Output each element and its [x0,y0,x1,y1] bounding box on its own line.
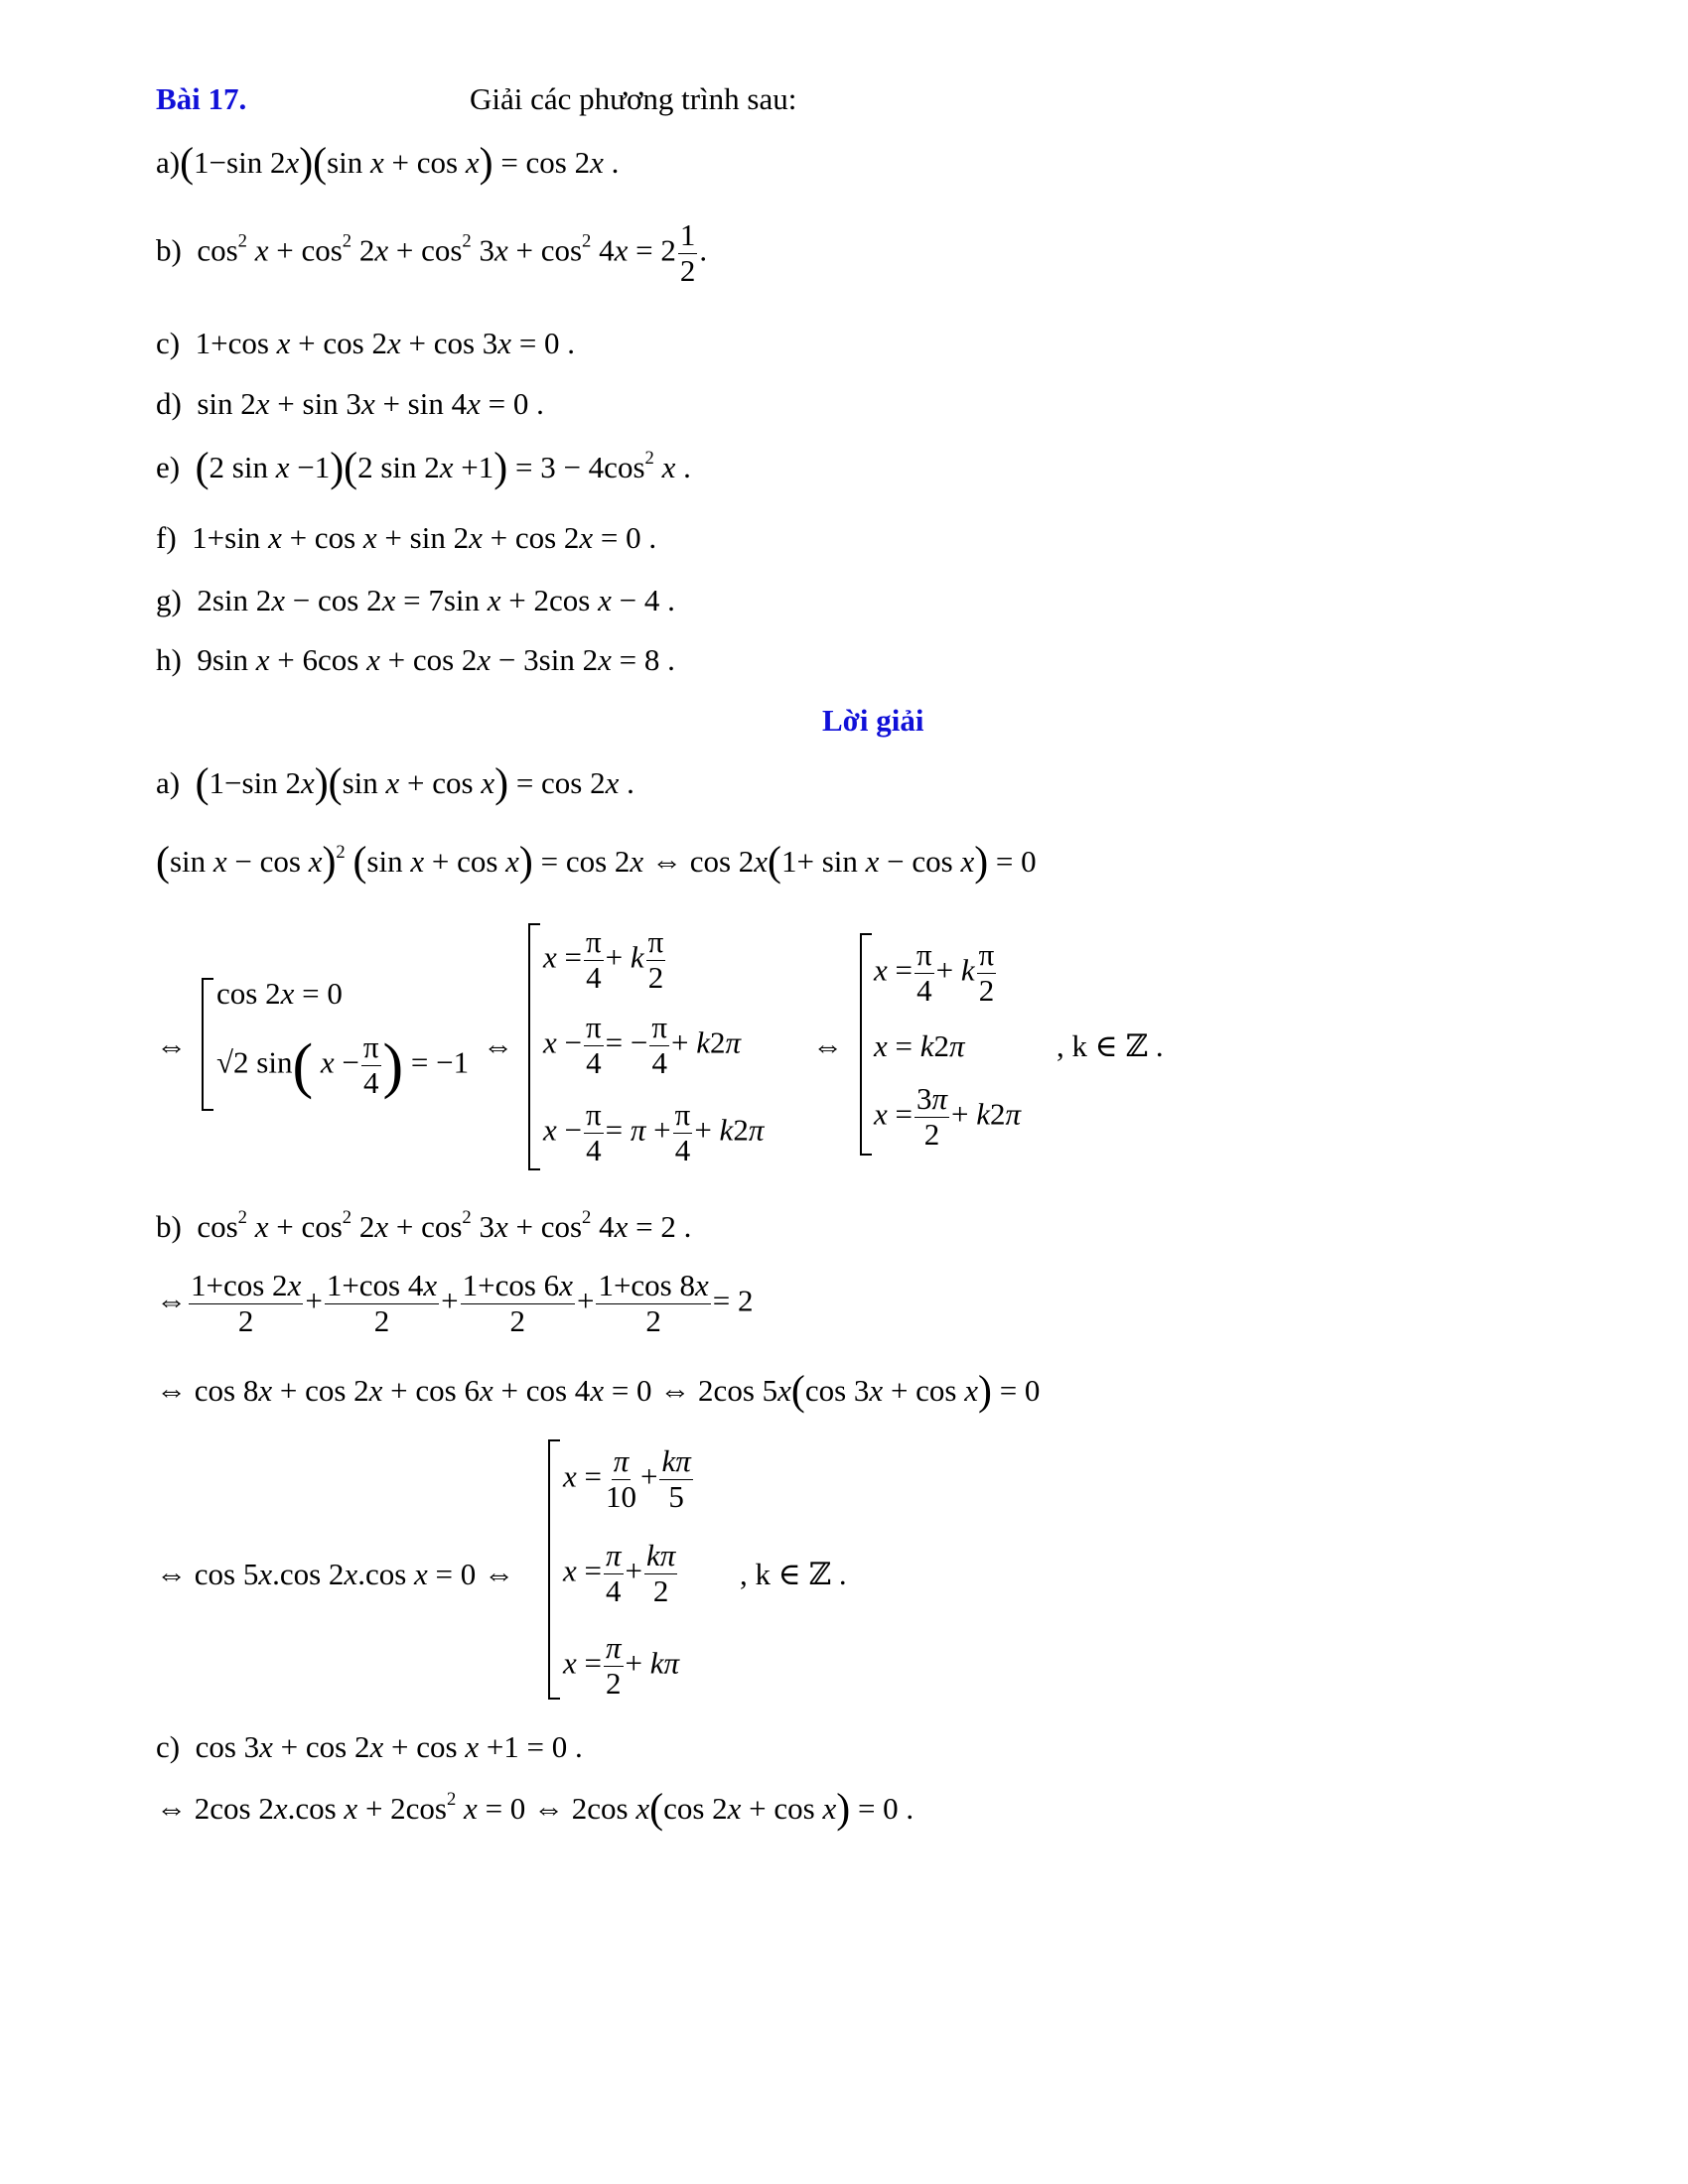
equiv-symbol: ⇔ [156,1028,187,1063]
solution-a-statement: a) (1−sin 2x)(sin x + cos x) = cos 2x . [156,760,634,807]
bracket [860,933,872,1156]
problem-item-e: e) (2 sin x −1)(2 $\sin 2x +1) = 3 - 4\cos^2$ x . [156,445,691,491]
problem-item-a: a)(1−sin 2x)(sin x + cos x) = cos 2x . [156,140,620,187]
solution-b-step2: ⇔ cos 8x + cos 2x + cos 6x + cos 4x = 0 ⇔ 2cos 5x(cos 3x + cos x) = 0 [156,1368,1041,1415]
solution-a-col3-eq2: x = k2π [874,1028,965,1063]
solution-b-statement: b) $\cos^2 x + \cos^2 2x + \cos^2 3x + \cos^2 4x = 2$ . [156,1207,692,1244]
solution-a-col2-eq3: x − $\frac{\pi}{4}$ = π + $\frac{\pi}{4}$ + k2π [543,1097,765,1167]
solution-a-col3-eq1: x = $\frac{\pi}{4}$ + k $\frac{\pi}{2}$ [874,937,995,1008]
solution-a-col3-eq3: x = $\frac{3\pi}{2}$ + k2π [874,1081,1022,1152]
solution-a-col2-eq2: x − $\frac{\pi}{4}$ = − $\frac{\pi}{4}$ + k2π [543,1010,742,1080]
solution-b-system-eq3: x = $\frac{\pi}{2}$ + kπ [563,1630,680,1701]
solution-a-col2-eq1: x = $\frac{\pi}{4}$ + k $\frac{\pi}{2}$ [543,924,664,995]
problem-title: Bài 17. [156,81,247,116]
bracket [548,1439,560,1700]
solution-b-step1: ⇔ $\frac{1+\cos 2x}{2}$ + $\frac{1+\cos 4x}{2}$ + $\frac{1+\cos 6x}{2}$ + $\frac{1+\cos 8x}{2}$ = 2 [156,1268,754,1338]
solution-a-domain: , k ∈ ℤ . [1056,1028,1164,1063]
problem-item-c: c) 1+cos x + cos 2x + cos 3x = 0 . [156,326,576,360]
problem-item-h: h) 9sin x + 6cos x + cos 2x − 3sin 2x = 8 . [156,642,675,677]
bracket [528,923,540,1170]
solution-a-col1-eq1: cos 2x = 0 [216,976,343,1011]
problem-item-d: d) sin 2x + sin 3x + sin 4x = 0 . [156,386,544,421]
solution-heading: Lời giải [822,703,924,738]
problem-item-f: f) 1+sin x + cos x + sin 2x + cos 2x = 0 . [156,520,657,555]
solution-c-step1: ⇔ 2cos 2x.cos $x + 2\cos^2$ x = 0 ⇔ 2cos x(cos 2x + cos x) = 0 . [156,1786,914,1833]
solution-b-domain: , k ∈ ℤ . [740,1557,847,1591]
equiv-symbol: ⇔ [812,1028,843,1063]
solution-a-step1: (sin x − cos x)$^2$ (sin x + cos x) = cos 2x ⇔ cos 2x(1+ sin x − cos x) = 0 [156,839,1037,886]
solution-a-col1-eq2: √2 sin( x − $\frac{\pi}{4}$ ) = −1 [216,1029,470,1101]
solution-c-statement: c) cos 3x + cos 2x + cos x +1 = 0 . [156,1729,583,1764]
solution-b-system-eq2: x = $\frac{\pi}{4}$ + $\frac{k\pi}{2}$ [563,1538,676,1608]
bracket [202,978,213,1111]
solution-b-system-eq1: x = $\frac{\pi}{10}$ + $\frac{k\pi}{5}$ [563,1443,691,1514]
problem-item-b: b) $\cos^2 x + \cos^2 2x + \cos^2 3x + \cos^2 4x = 2$ $\frac{1}{2}$ . [156,217,708,288]
problem-instruction: Giải các phương trình sau: [470,81,797,116]
equiv-symbol: ⇔ [483,1028,513,1063]
solution-b-step3: ⇔ cos 5x.cos 2x.cos x = 0 ⇔ [156,1557,515,1591]
problem-item-g: g) 2sin 2x − cos 2x = 7sin x + 2cos x − 4 . [156,583,675,617]
